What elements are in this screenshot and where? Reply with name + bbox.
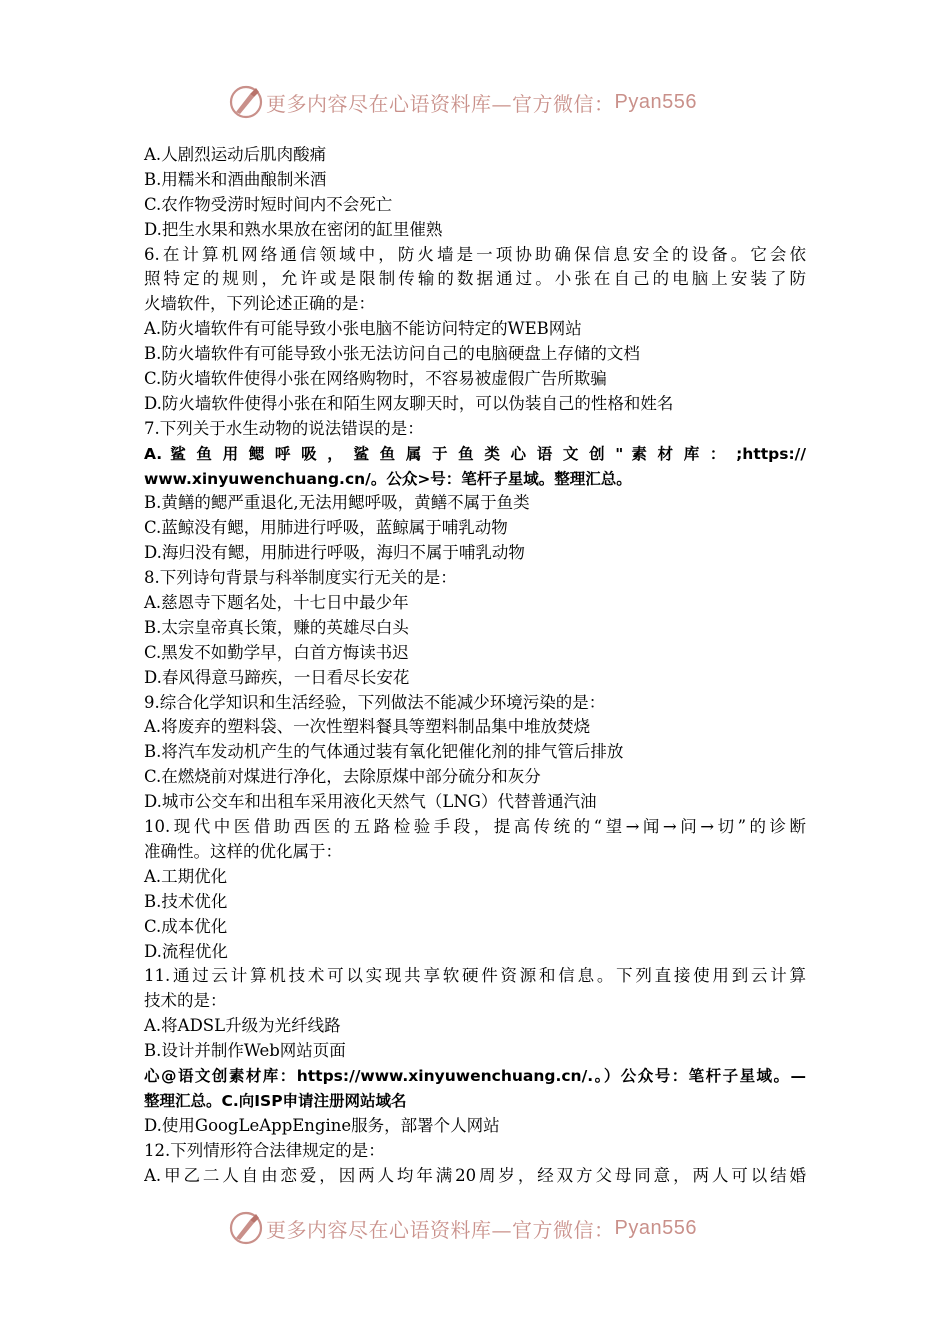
text-line: D.防火墙软件使得小张在和陌生网友聊天时，可以伪装自己的性格和姓名 — [144, 393, 674, 413]
text-line: 火墙软件，下列论述正确的是： — [144, 294, 375, 314]
text-line: B.设计并制作Web网站页面 — [144, 1041, 346, 1061]
text-line: B.黄鳝的鳃严重退化,无法用鳃呼吸，黄鳝不属于鱼类 — [144, 493, 530, 513]
text-line: C.成本优化 — [144, 916, 228, 936]
text-line: 7.下列关于水生动物的说法错误的是： — [144, 418, 424, 438]
text-line: D.流程优化 — [144, 941, 228, 961]
footer-banner — [228, 1208, 728, 1248]
text-line: D.春风得意马蹄疾，一日看尽长安花 — [144, 667, 410, 687]
text-line: A.防火墙软件有可能导致小张电脑不能访问特定的WEB网站 — [144, 319, 582, 339]
footer-wechat-id: Pyan556 — [614, 1216, 697, 1239]
header-banner-text: 更多内容尽在心语资料库—官方微信： — [266, 91, 615, 116]
text-line: C.蓝鲸没有鳃，用肺进行呼吸，蓝鲸属于哺乳动物 — [144, 518, 508, 538]
text-line: D.使用GoogLeAppEngine服务，部署个人网站 — [144, 1115, 500, 1135]
text-line: C.黑发不如勤学早，白首方悔读书迟 — [144, 642, 409, 662]
header-wechat-id: Pyan556 — [614, 90, 697, 113]
text-line: 10.现代中医借助西医的五路检验手段，提高传统的“望→闻→问→切”的诊断 — [144, 817, 806, 837]
text-line: B.太宗皇帝真长策，赚的英雄尽白头 — [144, 617, 409, 637]
text-line: A.甲乙二人自由恋爱，因两人均年满20周岁，经双方父母同意，两人可以结婚 — [144, 1165, 806, 1185]
text-line: D.海归没有鳃，用肺进行呼吸，海归不属于哺乳动物 — [144, 543, 525, 563]
text-line: www.xinyuwenchuang.cn/。公众>号：笔杆子星域。整理汇总。 — [144, 469, 632, 488]
text-line: C.在燃烧前对煤进行净化，去除原煤中部分硫分和灰分 — [144, 767, 541, 787]
header-banner — [228, 82, 728, 122]
text-line: A.人剧烈运动后肌肉酸痛 — [144, 145, 327, 164]
text-line: A.慈恩寺下题名处，十七日中最少年 — [144, 593, 409, 613]
text-line: 11.通过云计算机技术可以实现共享软硬件资源和信息。下列直接使用到云计算 — [144, 966, 806, 986]
text-line: D.把生水果和熟水果放在密闭的缸里催熟 — [144, 219, 443, 239]
text-line: B.将汽车发动机产生的气体通过装有氧化钯催化剂的排气管后排放 — [144, 742, 624, 762]
text-line: C.农作物受涝时短时间内不会死亡 — [144, 194, 393, 214]
text-line: 照特定的规则，允许或是限制传输的数据通过。小张在自己的电脑上安装了防 — [144, 269, 806, 289]
text-line: D.城市公交车和出租车采用液化天然气（LNG）代替普通汽油 — [144, 792, 597, 812]
text-line: 8.下列诗句背景与科举制度实行无关的是： — [144, 568, 457, 588]
text-line: 准确性。这样的优化属于： — [144, 841, 342, 861]
text-line: 9.综合化学知识和生活经验，下列做法不能减少环境污染的是： — [144, 692, 606, 712]
text-line: A.工期优化 — [144, 866, 228, 886]
text-line: C.防火墙软件使得小张在网络购物时，不容易被虚假广告所欺骗 — [144, 369, 607, 389]
pen-logo-icon — [228, 1210, 264, 1246]
text-line: B.用糯米和酒曲酿制米酒 — [144, 169, 327, 189]
text-line: 6.在计算机网络通信领域中，防火墙是一项协助确保信息安全的设备。它会依 — [144, 244, 806, 264]
text-line: 整理汇总。C.向ISP申请注册网站域名 — [144, 1091, 407, 1110]
text-line: A.将废弃的塑料袋、一次性塑料餐具等塑料制品集中堆放焚烧 — [144, 717, 591, 737]
text-line: B.防火墙软件有可能导致小张无法访问自己的电脑硬盘上存储的文档 — [144, 344, 640, 364]
pen-logo-icon — [228, 84, 264, 120]
footer-banner-text: 更多内容尽在心语资料库—官方微信： — [266, 1217, 615, 1242]
text-line: 心@语文创素材库：https://www.xinyuwenchuang.cn/.。）公众号：笔杆子星域。— — [144, 1066, 806, 1085]
text-line: B.技术优化 — [144, 891, 228, 911]
document-body — [144, 143, 806, 1188]
text-line: A. 鲨 鱼 用 鳃 呼 吸 ， 鲨 鱼 属 于 鱼 类 心 语 文 创 " 素 材 库 ： ;https:// — [144, 444, 806, 463]
text-line: 技术的是： — [144, 991, 227, 1011]
text-line: A.将ADSL升级为光纤线路 — [144, 1016, 341, 1036]
text-line: 12.下列情形符合法律规定的是： — [144, 1140, 385, 1160]
